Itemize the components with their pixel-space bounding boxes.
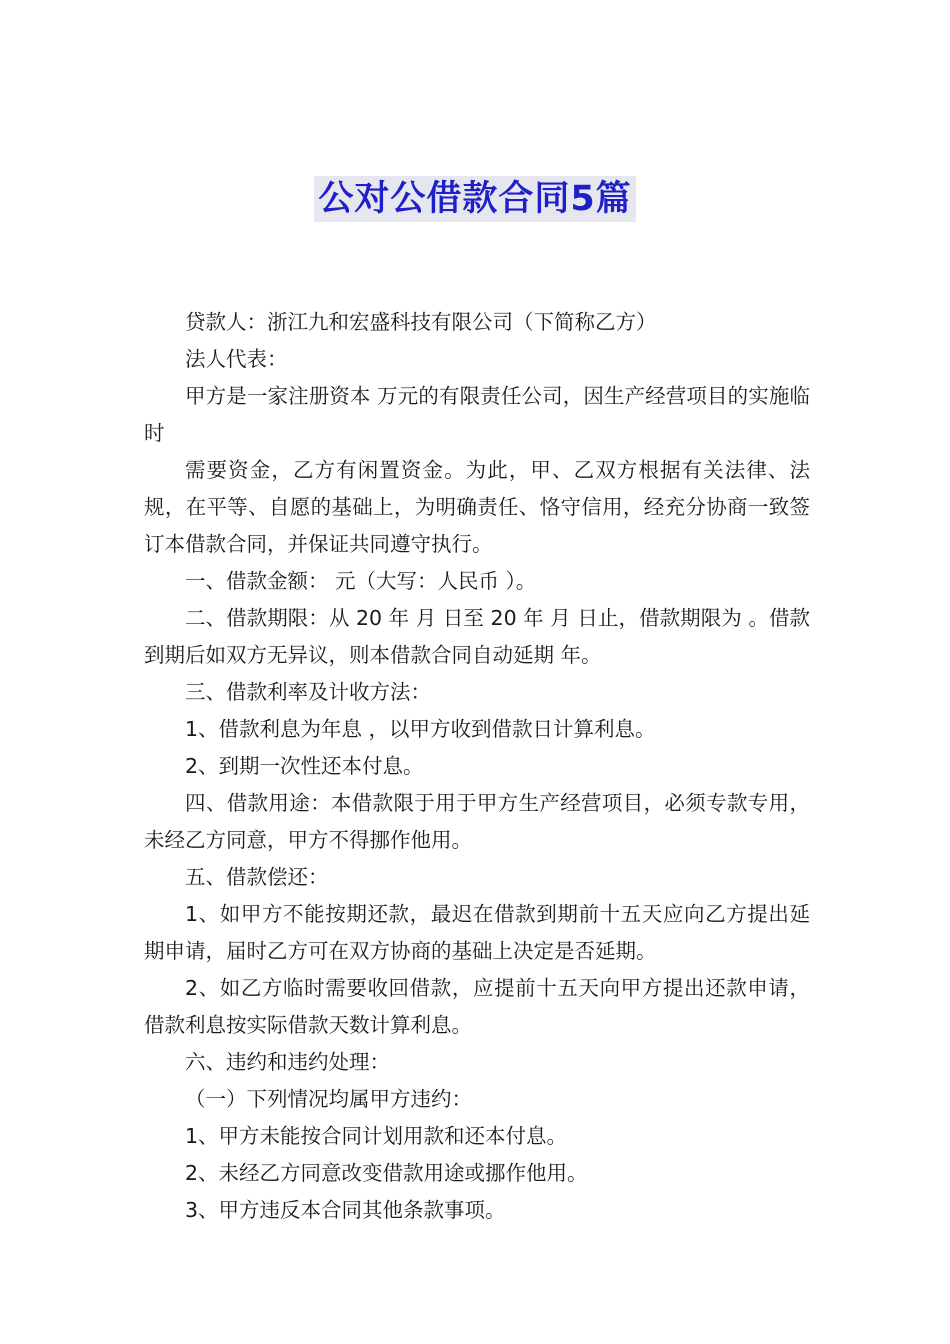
paragraph-breach-3: 3、甲方违反本合同其他条款事项。	[185, 1198, 506, 1222]
paragraph-breach-1: 1、甲方未能按合同计划用款和还本付息。	[185, 1124, 568, 1148]
paragraph-repayment-1: 1、如甲方不能按期还款，最迟在借款到期前十五天应向乙方提出延期申请，届时乙方可在双方协商的基础上决定是否延期。	[144, 902, 810, 963]
paragraph-interest-1: 1、借款利息为年息 ，以甲方收到借款日计算利息。	[185, 717, 656, 741]
paragraph-lender: 贷款人：浙江九和宏盛科技有限公司（下简称乙方）	[185, 310, 657, 334]
paragraph-loan-purpose: 四、借款用途：本借款限于用于甲方生产经营项目，必须专款专用，未经乙方同意，甲方不得挪作他用。	[144, 791, 810, 852]
paragraph-interest-2: 2、到期一次性还本付息。	[185, 754, 424, 778]
document-body	[144, 304, 810, 1229]
paragraph-loan-amount: 一、借款金额： 元（大写：人民币 ）。	[185, 569, 537, 593]
paragraph-funding-need: 需要资金，乙方有闲置资金。为此，甲、乙双方根据有关法律、法规，在平等、自愿的基础上，为明确责任、恪守信用，经充分协商一致签订本借款合同，并保证共同遵守执行。	[144, 458, 810, 556]
paragraph-loan-term: 二、借款期限：从 20 年 月 日至 20 年 月 日止，借款期限为 。借款到期后如双方无异议，则本借款合同自动延期 年。	[144, 606, 810, 667]
document-title: 公对公借款合同5篇	[314, 176, 635, 222]
paragraph-interest-heading: 三、借款利率及计收方法：	[185, 680, 431, 704]
paragraph-repayment-2: 2、如乙方临时需要收回借款，应提前十五天向甲方提出还款申请，借款利息按实际借款天数计算利息。	[144, 976, 810, 1037]
paragraph-breach-sub-heading: （一）下列情况均属甲方违约：	[185, 1087, 472, 1111]
paragraph-repayment-heading: 五、借款偿还：	[185, 865, 329, 889]
title-container	[0, 176, 950, 222]
paragraph-breach-2: 2、未经乙方同意改变借款用途或挪作他用。	[185, 1161, 588, 1185]
paragraph-party-a-intro: 甲方是一家注册资本 万元的有限责任公司，因生产经营项目的实施临时	[144, 384, 810, 445]
paragraph-breach-heading: 六、违约和违约处理：	[185, 1050, 390, 1074]
paragraph-legal-rep: 法人代表：	[185, 347, 288, 371]
